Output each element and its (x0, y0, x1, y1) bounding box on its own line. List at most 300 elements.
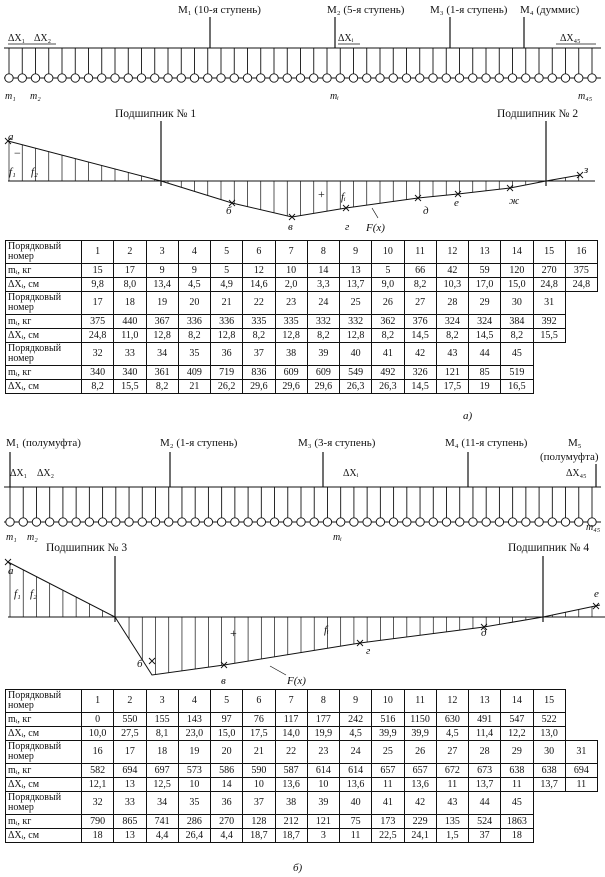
table-cell: 16,5 (501, 380, 533, 394)
mode-b-a: a (8, 565, 14, 577)
table-cell: 375 (82, 315, 114, 329)
mass-node (72, 518, 80, 526)
table-cell: 549 (340, 366, 372, 380)
table-cell: 324 (436, 315, 468, 329)
table-cell: 39,9 (404, 727, 436, 741)
table-cell: 16 (82, 741, 114, 764)
mode-curve (8, 562, 600, 675)
table-row (6, 778, 598, 792)
table-cell: 17,0 (469, 278, 501, 292)
mass-node (416, 74, 424, 82)
mass-node (429, 518, 437, 526)
table-cell: 340 (114, 366, 146, 380)
table-cell: 5 (211, 241, 243, 264)
bearing-4-label: Подшипник № 4 (508, 542, 590, 554)
m-b-label-45: m₄₅ (586, 522, 601, 533)
table-cell: 34 (146, 343, 178, 366)
table-cell: 13,6 (275, 778, 307, 792)
table-cell: 8,2 (82, 380, 114, 394)
table-cell: 5 (211, 690, 243, 713)
table-cell: 4,5 (340, 727, 372, 741)
table-cell: 550 (114, 713, 146, 727)
mass-node (349, 74, 357, 82)
empty-cell (565, 727, 597, 741)
mass-node (482, 518, 490, 526)
table-cell: 36 (211, 792, 243, 815)
mass-node (323, 518, 331, 526)
table-cell: 392 (533, 315, 565, 329)
table-cell: 12 (243, 264, 275, 278)
table-row (6, 380, 598, 394)
mass-node (495, 74, 503, 82)
mass-table-a (5, 240, 598, 394)
table-cell: 697 (146, 764, 178, 778)
dx-label-45: ΔX₄₅ (560, 33, 581, 44)
table-cell: 6 (243, 690, 275, 713)
table-cell: 522 (533, 713, 565, 727)
table-row (6, 815, 598, 829)
lumped-masses-a (5, 48, 596, 82)
table-cell: 37 (243, 343, 275, 366)
row-header: ΔXᵢ, см (6, 278, 82, 292)
table-cell: 13 (114, 778, 146, 792)
table-cell: 12,1 (82, 778, 114, 792)
table-cell: 336 (211, 315, 243, 329)
table-cell: 44 (469, 343, 501, 366)
table-cell: 10 (372, 241, 404, 264)
mass-node (178, 518, 186, 526)
mass-node (402, 74, 410, 82)
table-row (6, 315, 598, 329)
empty-cell (565, 829, 597, 843)
table-cell: 12,8 (340, 329, 372, 343)
table-cell: 212 (275, 815, 307, 829)
row-header: Порядковый номер (6, 343, 82, 366)
table-cell: 11 (436, 778, 468, 792)
table-cell: 13,7 (469, 778, 501, 792)
table-cell: 1,5 (436, 829, 468, 843)
table-cell: 657 (372, 764, 404, 778)
table-cell: 14,5 (469, 329, 501, 343)
table-cell: 15 (82, 264, 114, 278)
mass-node (98, 518, 106, 526)
table-cell: 30 (501, 292, 533, 315)
row-header: mᵢ, кг (6, 764, 82, 778)
table-cell: 45 (501, 792, 533, 815)
table-cell: 15,5 (114, 380, 146, 394)
mass-node (257, 518, 265, 526)
table-cell: 8,2 (436, 329, 468, 343)
m-b-label-2: m₂ (27, 532, 38, 543)
table-cell: 673 (469, 764, 501, 778)
table-row (6, 829, 598, 843)
table-cell: 582 (82, 764, 114, 778)
table-cell: 1 (82, 241, 114, 264)
table-cell: 3 (146, 690, 178, 713)
table-cell: 1150 (404, 713, 436, 727)
table-cell: 26,2 (211, 380, 243, 394)
table-cell: 8,2 (501, 329, 533, 343)
table-cell: 19 (469, 380, 501, 394)
dx-b-label-2: ΔX₂ (37, 468, 55, 479)
table-cell: 19 (146, 292, 178, 315)
row-header: Порядковый номер (6, 690, 82, 713)
table-cell: 10,3 (436, 278, 468, 292)
table-row (6, 292, 598, 315)
table-cell: 516 (372, 713, 404, 727)
table-cell: 4 (178, 690, 210, 713)
mass-node (190, 74, 198, 82)
table-cell: 741 (146, 815, 178, 829)
mass-node (297, 518, 305, 526)
bearing-2-label: Подшипник № 2 (497, 108, 579, 120)
mode-plus: + (318, 187, 325, 201)
mass-node (257, 74, 265, 82)
mode-zh: ж (509, 195, 520, 207)
table-cell: 4,5 (436, 727, 468, 741)
table-cell: 8,2 (307, 329, 339, 343)
table-cell: 14 (307, 264, 339, 278)
table-cell: 24,8 (82, 329, 114, 343)
table-cell: 9 (146, 264, 178, 278)
table-cell: 638 (501, 764, 533, 778)
empty-cell (565, 366, 597, 380)
row-header: mᵢ, кг (6, 815, 82, 829)
mass-node (31, 74, 39, 82)
table-cell: 19 (178, 741, 210, 764)
table-cell: 865 (114, 815, 146, 829)
table-cell: 13 (114, 829, 146, 843)
mode-v: в (288, 221, 293, 233)
mass-node (575, 74, 583, 82)
mode-z: з (584, 164, 589, 176)
table-cell: 6 (243, 241, 275, 264)
m-b-label-i: mᵢ (333, 532, 342, 543)
table-cell: 694 (114, 764, 146, 778)
table-cell: 14,6 (243, 278, 275, 292)
mode-f2: f₂ (31, 166, 38, 178)
table-cell: 16 (565, 241, 597, 264)
table-cell: 15,0 (501, 278, 533, 292)
table-cell: 29 (469, 292, 501, 315)
mass-node (535, 518, 543, 526)
mode-b-fx: F(x) (287, 675, 306, 687)
mass-table-b (5, 689, 598, 843)
table-cell: 173 (372, 815, 404, 829)
table-cell: 8,2 (146, 380, 178, 394)
mass-node (151, 518, 159, 526)
table-cell: 33 (114, 792, 146, 815)
table-cell: 12 (436, 241, 468, 264)
table-cell: 14,0 (275, 727, 307, 741)
mode-f1: f₁ (9, 166, 16, 178)
caption-a: а) (463, 410, 473, 422)
mass-label-m3: M₃ (1-я ступень) (430, 4, 508, 16)
mass-node (389, 518, 397, 526)
table-cell: 587 (275, 764, 307, 778)
table-cell: 41 (372, 792, 404, 815)
mass-node (588, 74, 596, 82)
table-cell: 5 (372, 264, 404, 278)
table-cell: 10 (243, 778, 275, 792)
table-cell: 638 (533, 764, 565, 778)
mass-node (177, 74, 185, 82)
table-cell: 26 (372, 292, 404, 315)
mass-node (45, 518, 53, 526)
caption-b: б) (293, 862, 303, 874)
table-cell: 8,0 (114, 278, 146, 292)
table-cell: 17 (114, 741, 146, 764)
table-cell: 7 (275, 241, 307, 264)
mode-fi: fᵢ (341, 191, 346, 203)
table-cell: 42 (404, 792, 436, 815)
table-cell: 8,2 (178, 329, 210, 343)
table-cell: 22 (275, 741, 307, 764)
empty-cell (533, 343, 565, 366)
mass-node (455, 74, 463, 82)
empty-cell (565, 713, 597, 727)
mass-node (98, 74, 106, 82)
mode-b-f1: f₁ (14, 588, 21, 600)
table-cell: 23,0 (178, 727, 210, 741)
table-cell: 27 (404, 292, 436, 315)
m-label-1: m₁ (5, 91, 16, 102)
table-cell: 39 (307, 792, 339, 815)
mass-node (508, 518, 516, 526)
table-cell: 590 (243, 764, 275, 778)
table-cell: 15,0 (211, 727, 243, 741)
table-row (6, 241, 598, 264)
mass-node (403, 518, 411, 526)
empty-cell (565, 292, 597, 315)
table-cell: 75 (340, 815, 372, 829)
table-cell: 4,9 (211, 278, 243, 292)
dx-b-label-i: ΔXᵢ (343, 468, 359, 479)
table-cell: 9,8 (82, 278, 114, 292)
mass-node (164, 74, 172, 82)
table-cell: 14,5 (404, 380, 436, 394)
empty-cell (533, 380, 565, 394)
mass-node (310, 74, 318, 82)
table-cell: 8 (307, 241, 339, 264)
table-cell: 28 (469, 741, 501, 764)
table-cell: 18 (82, 829, 114, 843)
mass-node (508, 74, 516, 82)
mass-node (429, 74, 437, 82)
mass-node (548, 518, 556, 526)
table-cell: 340 (82, 366, 114, 380)
table-cell: 39 (307, 343, 339, 366)
table-cell: 13 (469, 690, 501, 713)
table-cell: 324 (469, 315, 501, 329)
mass-label-m1: M₁ (10-я ступень) (178, 4, 261, 16)
mass-node (416, 518, 424, 526)
mass-node (165, 518, 173, 526)
empty-cell (565, 792, 597, 815)
table-cell: 614 (340, 764, 372, 778)
row-header: mᵢ, кг (6, 315, 82, 329)
empty-cell (565, 315, 597, 329)
mass-node (561, 518, 569, 526)
table-cell: 375 (565, 264, 597, 278)
table-row (6, 792, 598, 815)
mass-label-b4: M₄ (11-я ступень) (445, 437, 528, 449)
table-cell: 12,8 (275, 329, 307, 343)
mass-node (283, 74, 291, 82)
table-cell: 21 (243, 741, 275, 764)
table-cell: 29,6 (243, 380, 275, 394)
mode-e: е (454, 197, 459, 209)
table-cell: 10 (178, 778, 210, 792)
table-cell: 26,3 (372, 380, 404, 394)
mass-node (310, 518, 318, 526)
empty-cell (565, 815, 597, 829)
table-cell: 18 (146, 741, 178, 764)
dx-label-2: ΔX₂ (34, 33, 52, 44)
mass-node (376, 74, 384, 82)
table-cell: 609 (307, 366, 339, 380)
mode-fx: F(x) (366, 222, 385, 234)
mass-label-m2: M₂ (5-я ступень) (327, 4, 405, 16)
table-row (6, 690, 598, 713)
empty-cell (533, 815, 565, 829)
table-cell: 22 (243, 292, 275, 315)
table-cell: 36 (211, 343, 243, 366)
table-cell: 332 (340, 315, 372, 329)
mass-node (124, 74, 132, 82)
mode-b-plus: + (230, 626, 237, 640)
empty-cell (565, 343, 597, 366)
table-cell: 11 (340, 829, 372, 843)
table-cell: 40 (340, 343, 372, 366)
table-cell: 335 (275, 315, 307, 329)
mass-node (151, 74, 159, 82)
table-cell: 2 (114, 241, 146, 264)
m-b-label-1: m₁ (6, 532, 17, 543)
table-cell: 32 (82, 792, 114, 815)
table-cell: 34 (146, 792, 178, 815)
mass-node (363, 518, 371, 526)
mass-node (482, 74, 490, 82)
table-cell: 42 (404, 343, 436, 366)
table-cell: 14 (501, 241, 533, 264)
mode-b-e: e (594, 588, 599, 600)
table-cell: 519 (501, 366, 533, 380)
mass-node (389, 74, 397, 82)
mass-node (71, 74, 79, 82)
lumped-masses-b (6, 487, 596, 526)
empty-cell (565, 690, 597, 713)
mass-node (561, 74, 569, 82)
table-cell: 43 (436, 343, 468, 366)
table-cell: 76 (243, 713, 275, 727)
m-label-45: m₄₅ (578, 91, 593, 102)
table-cell: 177 (307, 713, 339, 727)
table-cell: 25 (340, 292, 372, 315)
table-cell: 8,2 (404, 278, 436, 292)
table-cell: 13 (340, 264, 372, 278)
table-cell: 4,4 (146, 829, 178, 843)
mass-node (191, 518, 199, 526)
table-cell: 32 (82, 343, 114, 366)
table-cell: 12,2 (501, 727, 533, 741)
m-label-2: m₂ (30, 91, 41, 102)
table-cell: 21 (178, 380, 210, 394)
table-row (6, 343, 598, 366)
table-cell: 13,7 (340, 278, 372, 292)
mass-node (522, 74, 530, 82)
table-cell: 8,2 (243, 329, 275, 343)
table-cell: 121 (436, 366, 468, 380)
mode-shape-a (5, 138, 583, 220)
table-cell: 17 (114, 264, 146, 278)
mass-node (243, 74, 251, 82)
table-row (6, 727, 598, 741)
table-cell: 630 (436, 713, 468, 727)
row-header: ΔXᵢ, см (6, 829, 82, 843)
table-cell: 367 (146, 315, 178, 329)
mass-node (244, 518, 252, 526)
table-cell: 672 (436, 764, 468, 778)
table-cell: 24 (340, 741, 372, 764)
dx-label-i: ΔXᵢ (338, 33, 354, 44)
mass-node (84, 74, 92, 82)
table-cell: 242 (340, 713, 372, 727)
table-cell: 790 (82, 815, 114, 829)
table-cell: 40 (340, 792, 372, 815)
table-cell: 128 (243, 815, 275, 829)
empty-cell (565, 329, 597, 343)
table-cell: 9 (178, 264, 210, 278)
table-cell: 38 (275, 343, 307, 366)
table-cell: 10 (372, 690, 404, 713)
m-label-i: mᵢ (330, 91, 339, 102)
mass-node (296, 74, 304, 82)
table-cell: 2,0 (275, 278, 307, 292)
table-cell: 31 (565, 741, 597, 764)
mode-b-g: г (366, 645, 371, 657)
table-cell: 21 (211, 292, 243, 315)
mode-d: д (423, 205, 429, 217)
table-cell: 35 (178, 343, 210, 366)
table-cell: 13,6 (404, 778, 436, 792)
table-cell: 335 (243, 315, 275, 329)
table-cell: 326 (404, 366, 436, 380)
table-cell: 35 (178, 792, 210, 815)
table-cell: 12 (436, 690, 468, 713)
table-cell: 18 (114, 292, 146, 315)
row-header: mᵢ, кг (6, 264, 82, 278)
table-cell: 9 (340, 690, 372, 713)
table-cell: 15,5 (533, 329, 565, 343)
table-cell: 15 (533, 690, 565, 713)
mass-node (495, 518, 503, 526)
mass-label-b5-sub: (полумуфта) (540, 451, 599, 463)
mode-point-marker (149, 658, 155, 664)
table-cell: 13 (469, 241, 501, 264)
table-cell: 11 (404, 241, 436, 264)
table-cell: 20 (211, 741, 243, 764)
table-cell: 9 (340, 241, 372, 264)
table-cell: 13,7 (533, 778, 565, 792)
table-cell: 24,8 (565, 278, 597, 292)
table-cell: 30 (533, 741, 565, 764)
mode-b-f2: f₂ (30, 588, 37, 600)
table-cell: 11 (372, 778, 404, 792)
table-cell: 37 (469, 829, 501, 843)
table-cell: 143 (178, 713, 210, 727)
row-header: Порядковый номер (6, 741, 82, 764)
